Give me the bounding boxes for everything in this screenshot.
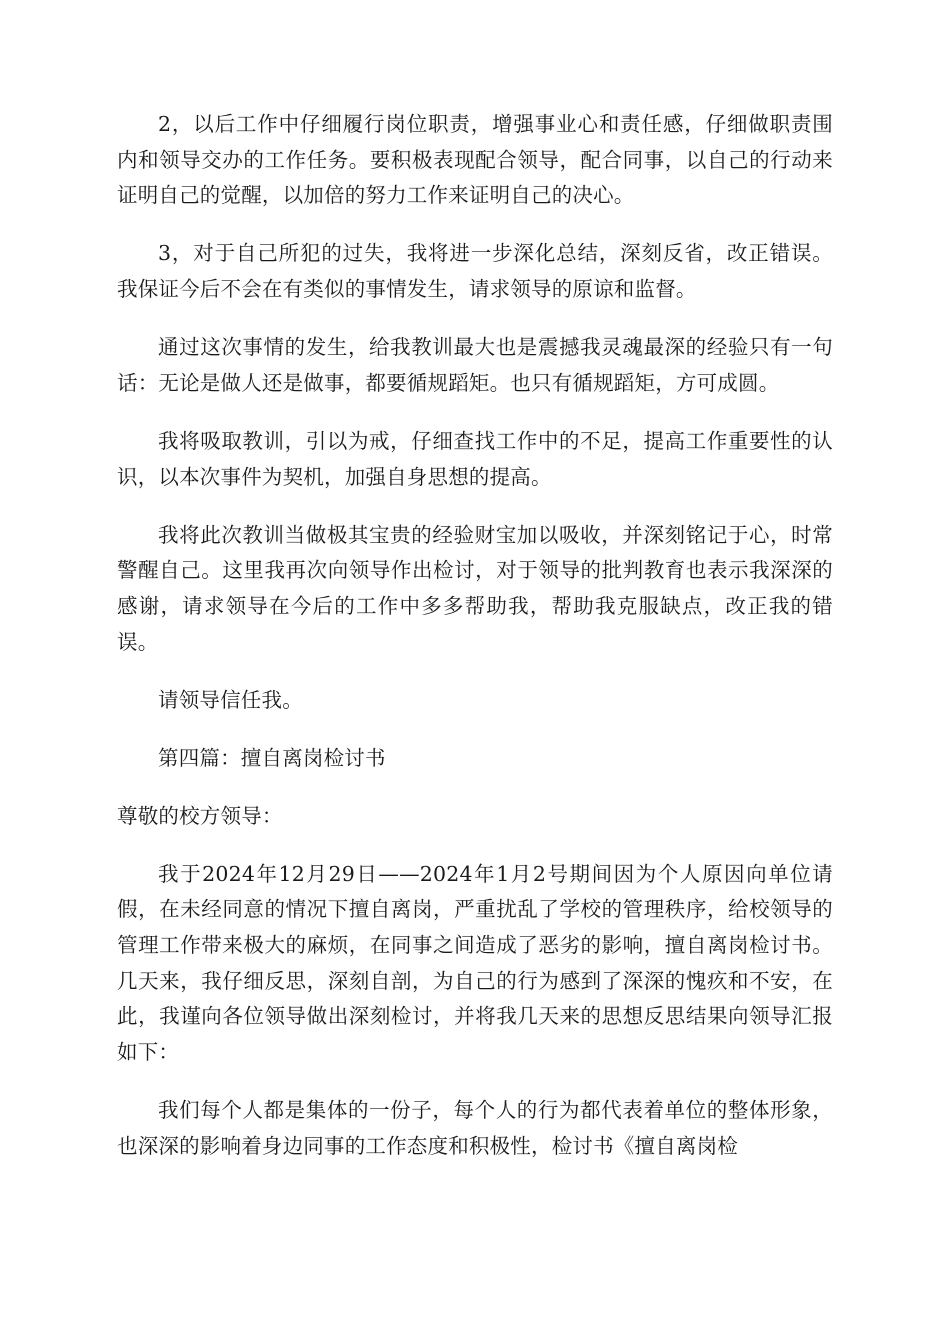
salutation: 尊敬的校方领导： [117,803,283,828]
paragraph-take-lesson: 我将吸取教训，引以为戒，仔细查找工作中的不足，提高工作重要性的认识，以本次事件为契机，加强自身思想的提高。 [117,428,833,489]
paragraph-collective: 我们每个人都是集体的一份子，每个人的行为都代表着单位的整体形象，也深深的影响着身边同事的工作态度和积极性，检讨书《擅自离岗检 [117,1098,833,1158]
paragraph-lesson: 通过这次事情的发生，给我教训最大也是震撼我灵魂最深的经验只有一句话：无论是做人还是做事，都要循规蹈矩。也只有循规蹈矩，方可成圆。 [117,335,833,395]
paragraph-trust: 请领导信任我。 [158,687,303,712]
section-title: 第四篇：擅自离岗检讨书 [158,745,386,770]
paragraph-item-3: 3，对于自己所犯的过失，我将进一步深化总结，深刻反省，改正错误。我保证今后不会在有类似的事情发生，请求领导的原谅和监督。 [117,241,833,302]
paragraph-leave-absence: 我于2024年12月29日——2024年1月2号期间因为个人原因向单位请假，在未经同意的情况下擅自离岗，严重扰乱了学校的管理秩序，给校领导的管理工作带来极大的麻烦，在同事之间造成了恶劣的影响，擅自离岗检讨书。几天来，我仔细反思，深刻自剖，为自己的行为感到了深深的愧疚和不安，在此，我谨向各位领导做出深刻检讨，并将我几天来的思想反思结果向领导汇报如下： [117,861,833,1065]
paragraph-thanks: 我将此次教训当做极其宝贵的经验财宝加以吸收，并深刻铭记于心，时常警醒自己。这里我再次向领导作出检讨，对于领导的批判教育也表示我深深的感谢，请求领导在今后的工作中多多帮助我，帮助我克服缺点，改正我的错误。 [117,522,833,654]
paragraph-item-2: 2，以后工作中仔细履行岗位职责，增强事业心和责任感，仔细做职责围内和领导交办的工作任务。要积极表现配合领导，配合同事，以自己的行动来证明自己的觉醒，以加倍的努力工作来证明自己的决心。 [117,112,833,208]
document-body [117,107,833,1187]
